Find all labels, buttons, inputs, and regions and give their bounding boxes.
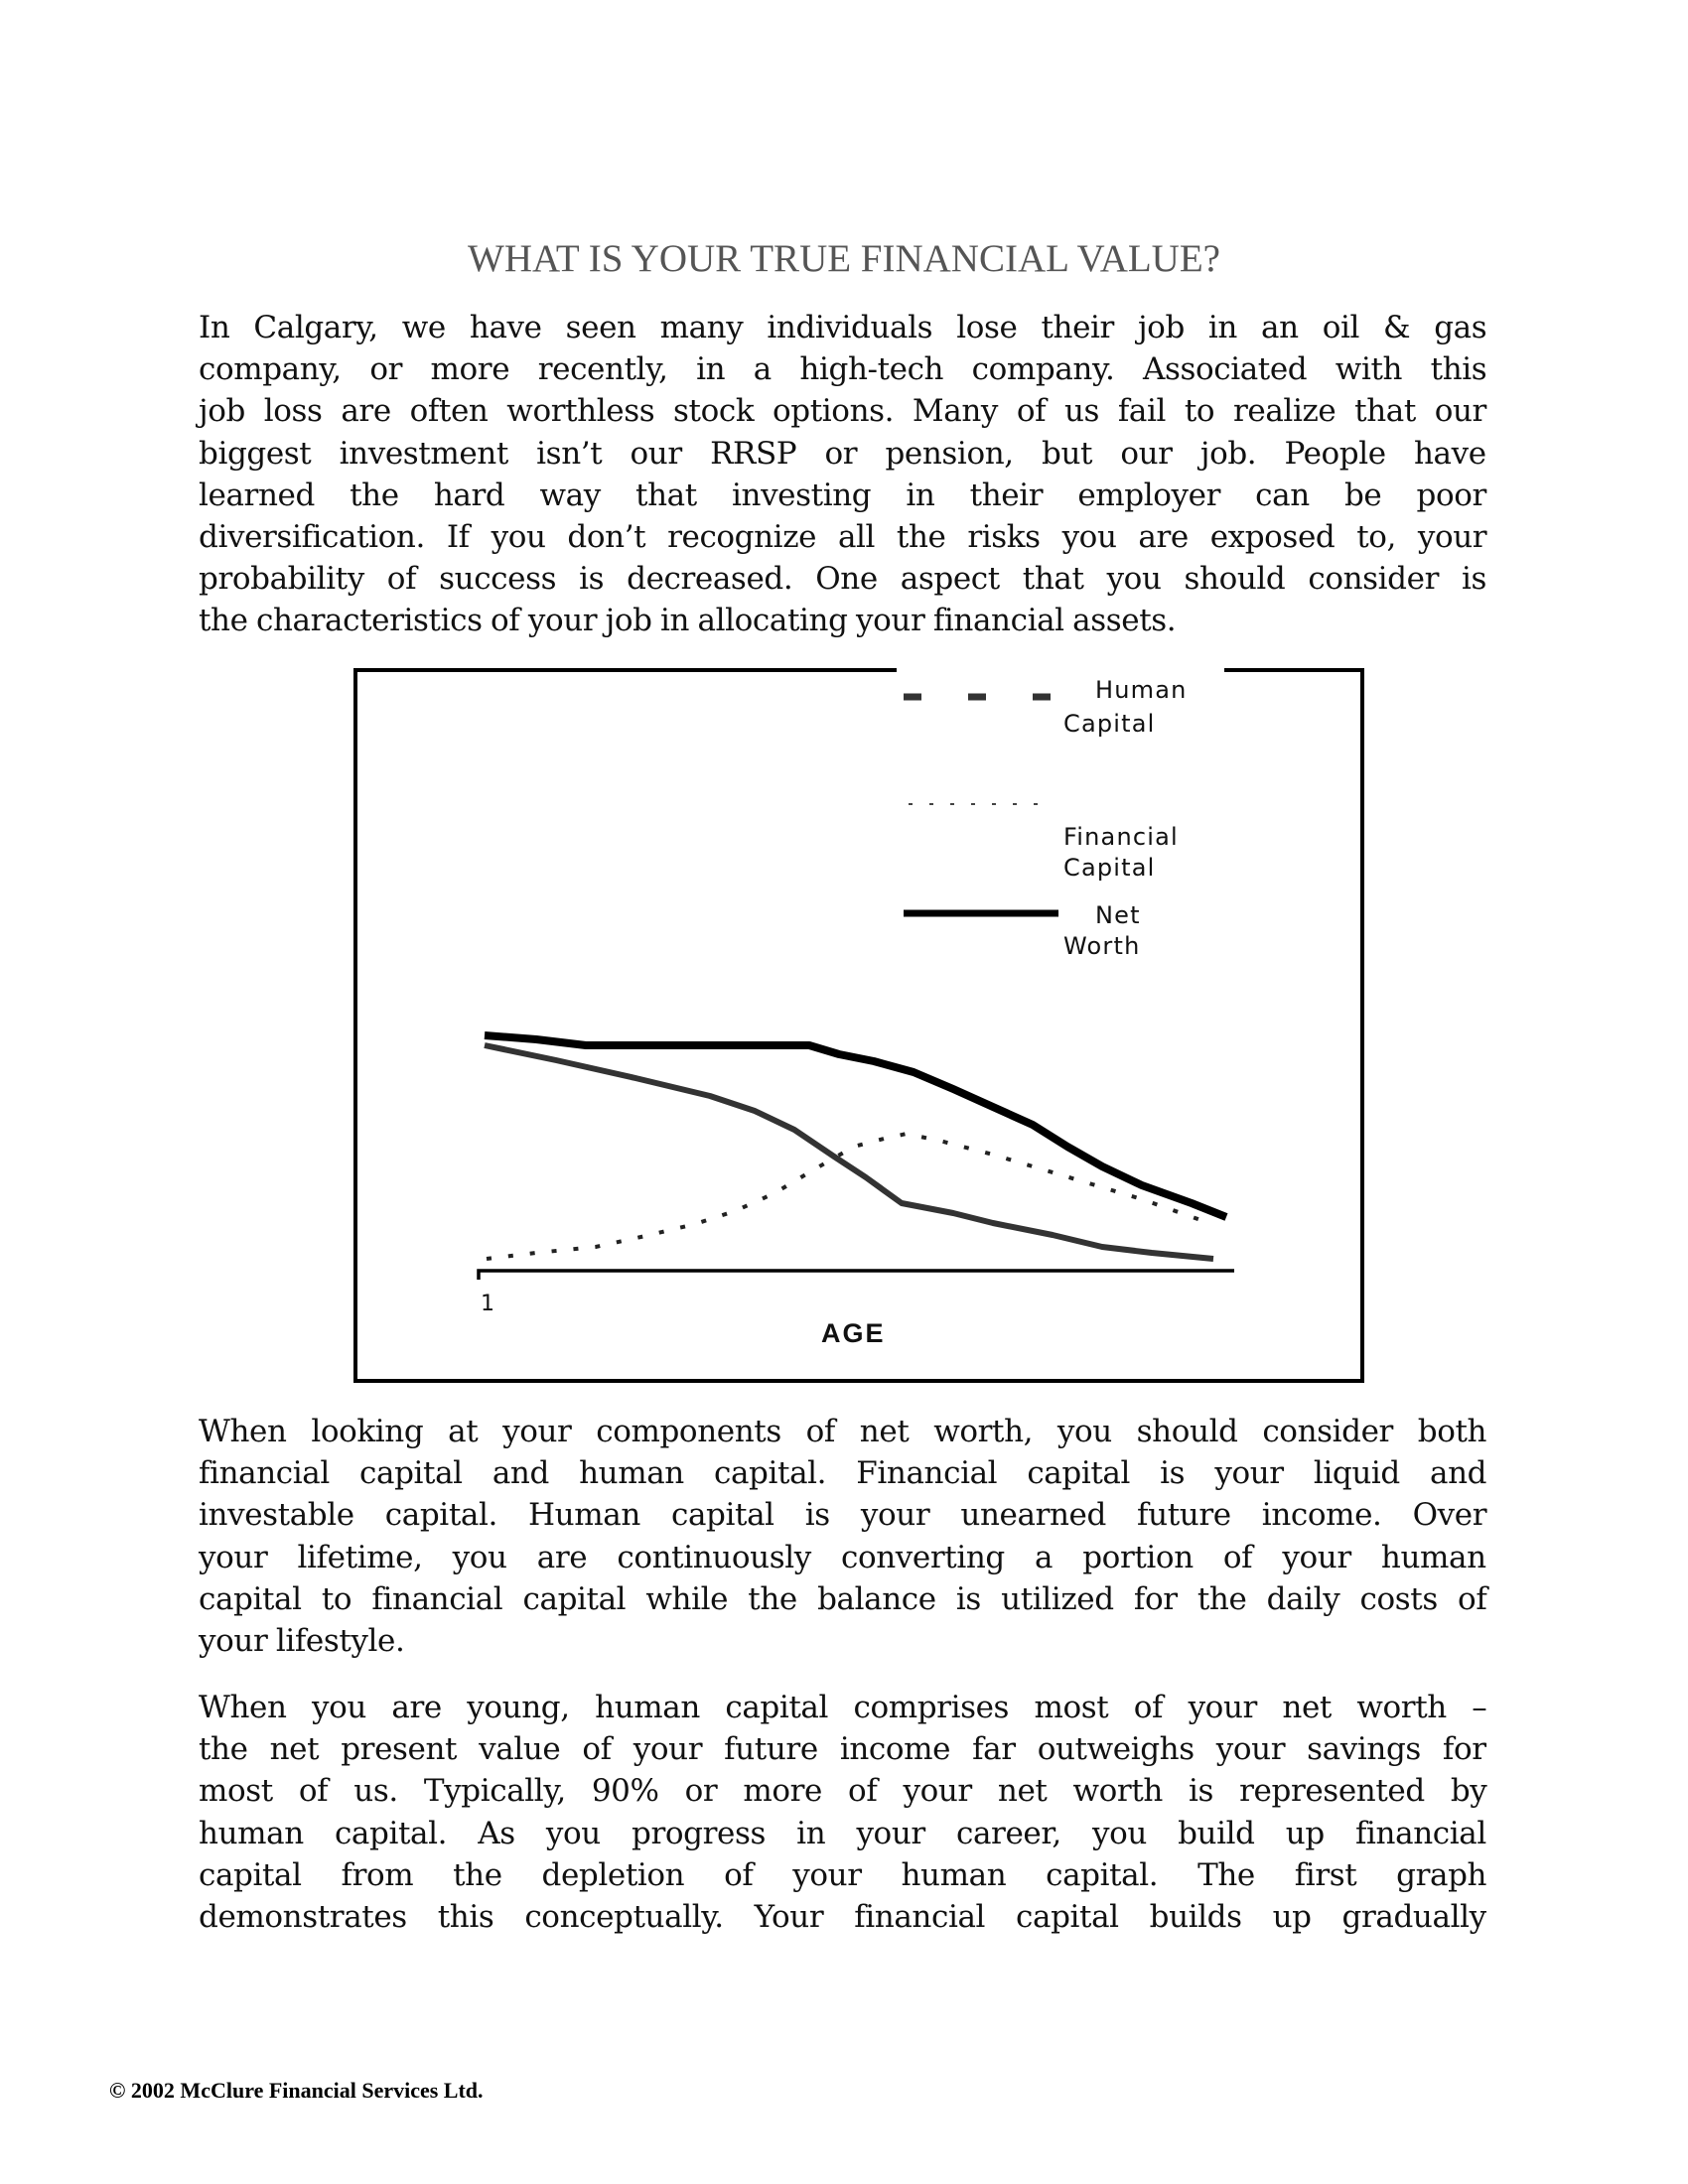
text-line: capital to financial capital while the balance is utilized for the daily costs of [199, 1580, 1487, 1617]
text-line: financial capital and human capital. Financial capital is your liquid and [199, 1455, 1487, 1492]
text-line: demonstrates this conceptually. Your financial capital builds up gradually [199, 1899, 1486, 1936]
young-human-capital-paragraph [199, 1687, 1486, 1938]
x-axis [479, 1271, 1234, 1280]
text-line: investable capital. Human capital is your unearned future income. Over [199, 1497, 1487, 1534]
legend-label: Net [1095, 901, 1141, 929]
text-line: your lifestyle. [199, 1623, 405, 1660]
series-net-worth [485, 1035, 1226, 1217]
series-financial-capital [487, 1134, 1203, 1259]
chart-legend [904, 676, 1188, 960]
text-line: diversification. If you don’t recognize all the risks you are exposed to, your [199, 519, 1487, 556]
chart-border [355, 670, 1362, 1381]
legend-label: Financial [1063, 823, 1179, 851]
legend-financial-capital [909, 804, 1179, 882]
legend-label: Worth [1063, 932, 1141, 960]
series-human-capital [485, 1045, 1213, 1259]
text-line: human capital. As you progress in your career, you build up financial [199, 1815, 1486, 1851]
text-line: probability of success is decreased. One aspect that you should consider is [199, 561, 1487, 598]
text-line: capital from the depletion of your human capital. The first graph [199, 1856, 1487, 1893]
copyright-footer: © 2002 McClure Financial Services Ltd. [109, 2078, 484, 2103]
text-line: most of us. Typically, 90% or more of your net worth is represented by [199, 1773, 1487, 1810]
text-line: In Calgary, we have seen many individuals lose their job in an oil & gas [199, 310, 1487, 345]
legend-label: Capital [1063, 710, 1156, 738]
page-title: WHAT IS YOUR TRUE FINANCIAL VALUE? [468, 237, 1220, 280]
text-line: biggest investment isn’t our RRSP or pension, but our job. People have [199, 435, 1486, 472]
legend-label: Human [1095, 676, 1188, 704]
legend-label: Capital [1063, 854, 1156, 882]
text-line: learned the hard way that investing in their employer can be poor [199, 477, 1486, 513]
text-line: When you are young, human capital comprises most of your net worth – [199, 1690, 1487, 1725]
text-line: the net present value of your future income far outweighs your savings for [199, 1731, 1486, 1768]
x-axis-label: AGE [821, 1318, 886, 1348]
legend-net-worth [904, 901, 1141, 960]
text-line: job loss are often worthless stock options. Many of us fail to realize that our [199, 393, 1486, 430]
legend-human-capital [904, 676, 1188, 738]
intro-paragraph [199, 307, 1486, 642]
net-worth-components-paragraph [199, 1411, 1486, 1662]
text-line: the characteristics of your job in allocating your financial assets. [199, 603, 1177, 639]
x-tick-label: 1 [481, 1292, 494, 1316]
text-line: your lifetime, you are continuously converting a portion of your human [199, 1539, 1486, 1575]
text-line: When looking at your components of net worth, you should consider both [199, 1414, 1487, 1449]
text-line: company, or more recently, in a high-tech company. Associated with this [199, 351, 1487, 388]
